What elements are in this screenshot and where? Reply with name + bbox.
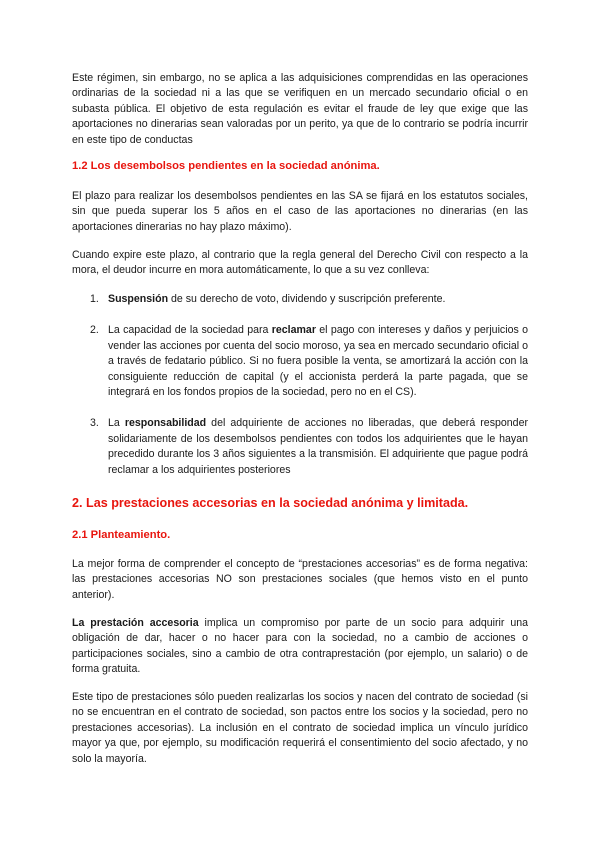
consequences-list xyxy=(72,292,528,478)
prestacion-term: La prestación accesoria xyxy=(72,617,199,629)
paragraph-tipo: Este tipo de prestaciones sólo pueden realizarlas los socios y nacen del contrato de sociedad (si no se encuentran en el contrato de sociedad, son pactos entre los socios y la sociedad, pero no prestaciones accesorias). La inclusión en el contrato de sociedad implica un vínculo jurídico mayor ya que, por ejemplo, su modificación requerirá el consentimiento del socio afectado, y no solo la mayoría. xyxy=(72,691,528,765)
list-item-bold: Suspensión xyxy=(108,293,169,305)
list-item xyxy=(72,323,528,400)
prestacion-definition: implica un compromiso por parte de un socio para adquirir una obligación de dar, hacer o no hacer para con la sociedad, no a cambio de acciones o participaciones sociales, sino a cambio de otra contraprestación (por ejemplo, un salario) o de forma gratuita. xyxy=(72,617,528,676)
list-item xyxy=(72,292,528,307)
list-item-number: 1. xyxy=(90,293,99,305)
list-item-pre: La capacidad de la sociedad para xyxy=(108,324,272,337)
heading-1-2: 1.2 Los desembolsos pendientes en la sociedad anónima. xyxy=(72,160,380,172)
list-item xyxy=(72,416,528,478)
list-item-text: del adquiriente de acciones no liberadas, que deberá responder solidariamente de los desembolsos pendientes con todos los adquirientes que le hayan precedido durante los 3 años siguientes a la transmisión. El adquiriente que pague podrá reclamar a los adquirientes posteriores xyxy=(108,417,528,476)
list-item-bold: reclamar xyxy=(271,324,316,337)
heading-2: 2. Las prestaciones accesorias en la sociedad anónima y limitada. xyxy=(72,496,469,510)
heading-2-1: 2.1 Planteamiento. xyxy=(72,529,171,541)
paragraph-prestacion xyxy=(72,616,528,678)
list-item-pre: La xyxy=(108,417,125,430)
list-item-text: de su derecho de voto, dividendo y suscripción preferente. xyxy=(168,293,446,305)
list-item-number: 3. xyxy=(90,417,99,430)
list-item-text: el pago con intereses y daños y perjuicios o vender las acciones por cuenta del socio moroso, ya sea en mercado secundario oficial o a través de fedatario público. Si no fuera posible la venta, se amortizará la acción con la consiguiente reducción de capital (y el accionista perderá la parte pagada, que se integrará en los fondos propios de la sociedad, pero no en el CS). xyxy=(108,324,528,399)
list-item-number: 2. xyxy=(90,324,99,337)
paragraph-plazo: El plazo para realizar los desembolsos pendientes en las SA se fijará en los estatutos sociales, sin que pueda superar los 5 años en el caso de las aportaciones no dinerarias (en las aportaciones dinerarias no hay plazo máximo). xyxy=(72,190,528,233)
paragraph-expira: Cuando expire este plazo, al contrario que la regla general del Derecho Civil con respecto a la mora, el deudor incurre en mora automáticamente, lo que a su vez conlleva: xyxy=(72,249,528,277)
list-item-bold: responsabilidad xyxy=(124,417,207,430)
paragraph-intro: Este régimen, sin embargo, no se aplica a las adquisiciones comprendidas en las operaciones ordinarias de la sociedad ni a las que se verifiquen en un mercado secundario oficial o en subasta pública. El objetivo de esta regulación es evitar el fraude de ley que exige que las aportaciones no dinerarias sean valoradas por un perito, ya que de lo contrario se podría incurrir en este tipo de conductas xyxy=(72,72,528,146)
paragraph-mejor: La mejor forma de comprender el concepto de “prestaciones accesorias” es de forma negativa: las prestaciones accesorias NO son prestaciones sociales (que hemos visto en el punto anterior). xyxy=(72,558,528,601)
